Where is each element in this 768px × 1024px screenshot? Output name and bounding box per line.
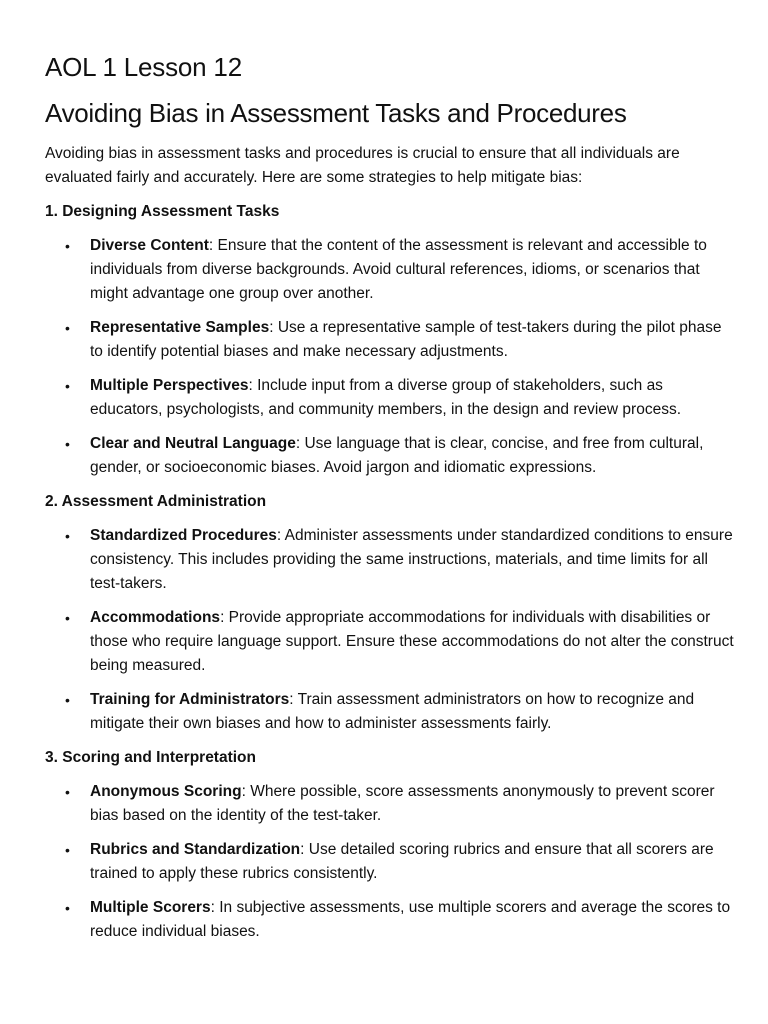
section-scoring-interpretation: [45, 746, 735, 944]
bullet-icon: •: [65, 378, 70, 394]
intro-paragraph: Avoiding bias in assessment tasks and procedures is crucial to ensure that all individuals are evaluated fairly and accurately. Here are some strategies to help mitigate bias:: [45, 145, 680, 186]
item-text: : Use a representative sample of test-takers during the pilot phase to identify potential biases and make necessary adjustments.: [90, 319, 722, 360]
bullet-icon: •: [65, 238, 70, 254]
item-text: : In subjective assessments, use multiple scorers and average the scores to reduce individual biases.: [90, 899, 731, 940]
list-item: [45, 606, 735, 678]
list-item: [45, 838, 735, 886]
bullet-icon: •: [65, 784, 70, 800]
section-heading: 2. Assessment Administration: [45, 493, 267, 510]
item-text: : Provide appropriate accommodations for individuals with disabilities or those who require language support. Ensure these accommodations do not alter the construct being measured.: [90, 609, 734, 674]
item-term: Anonymous Scoring: [90, 783, 242, 800]
bullet-icon: •: [65, 842, 70, 858]
item-term: Training for Administrators: [90, 691, 290, 708]
list-item: [45, 432, 735, 480]
item-text: : Train assessment administrators on how to recognize and mitigate their own biases and how to administer assessments fairly.: [90, 691, 695, 732]
bullet-icon: •: [65, 436, 70, 452]
bullet-icon: •: [65, 610, 70, 626]
item-term: Representative Samples: [90, 319, 270, 336]
list-item: [45, 374, 735, 422]
item-text: : Include input from a diverse group of stakeholders, such as educators, psychologists, and community members, in the design and review process.: [90, 377, 682, 418]
bullet-icon: •: [65, 320, 70, 336]
item-term: Standardized Procedures: [90, 527, 277, 544]
item-term: Rubrics and Standardization: [90, 841, 301, 858]
section-heading: 1. Designing Assessment Tasks: [45, 203, 280, 220]
bullet-list: [45, 780, 735, 944]
item-text: : Use language that is clear, concise, and free from cultural, gender, or socioeconomic biases. Avoid jargon and idiomatic expressions.: [90, 435, 704, 476]
list-item: [45, 524, 735, 596]
bullet-list: [45, 234, 735, 480]
item-text: : Where possible, score assessments anonymously to prevent scorer bias based on the identity of the test-taker.: [90, 783, 715, 824]
section-designing-tasks: [45, 200, 735, 480]
item-term: Multiple Perspectives: [90, 377, 249, 394]
item-text: : Use detailed scoring rubrics and ensure that all scorers are trained to apply these rubrics consistently.: [90, 841, 714, 882]
item-text: : Administer assessments under standardized conditions to ensure consistency. This includes providing the same instructions, materials, and time limits for all test-takers.: [90, 527, 733, 592]
list-item: [45, 234, 735, 306]
item-term: Accommodations: [90, 609, 221, 626]
bullet-icon: •: [65, 528, 70, 544]
list-item: [45, 896, 735, 944]
list-item: [45, 688, 735, 736]
section-heading: 3. Scoring and Interpretation: [45, 749, 256, 766]
list-item: [45, 316, 735, 364]
list-item: [45, 780, 735, 828]
item-text: : Ensure that the content of the assessment is relevant and accessible to individuals from diverse backgrounds. Avoid cultural references, idioms, or scenarios that might advantage one group over another.: [90, 237, 707, 302]
section-assessment-administration: [45, 490, 735, 736]
bullet-icon: •: [65, 692, 70, 708]
bullet-list: [45, 524, 735, 736]
item-term: Diverse Content: [90, 237, 209, 254]
document-subtitle: Avoiding Bias in Assessment Tasks and Procedures: [45, 98, 627, 128]
document-title: AOL 1 Lesson 12: [45, 52, 242, 82]
bullet-icon: •: [65, 900, 70, 916]
item-term: Multiple Scorers: [90, 899, 211, 916]
document-page: [45, 50, 735, 954]
item-term: Clear and Neutral Language: [90, 435, 296, 452]
